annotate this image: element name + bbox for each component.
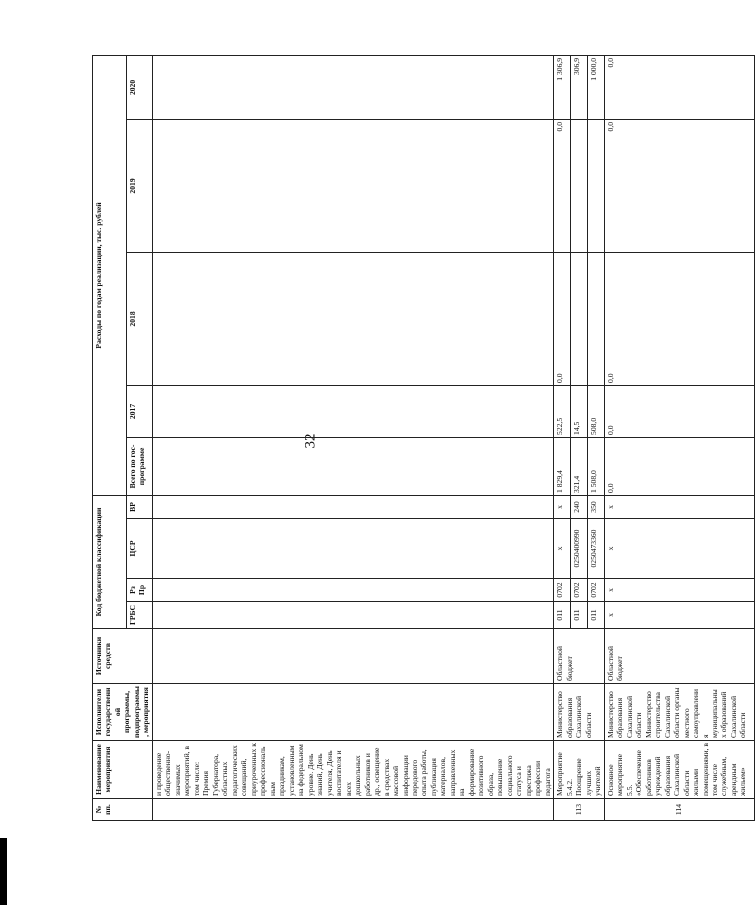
header-2018: 2018 — [126, 252, 152, 385]
cell-num — [152, 799, 553, 821]
header-grbs: ГРБС — [126, 602, 152, 629]
cell-2020: 306,9 — [571, 55, 588, 119]
header-rz-pr: Рз Пр — [126, 579, 152, 602]
cell-csr: 0250400990 — [571, 519, 588, 579]
cell-2020: 0,0 — [604, 55, 754, 119]
cell-2019 — [571, 119, 588, 252]
cell-executor: Министерство образования Сахалинской области — [554, 684, 604, 741]
cell-2017: 508,0 — [587, 385, 604, 437]
cell-executor: Министерство образования Сахалинской области Министерство строительства Сахалинской области органы местного самоуправления муниципальных образований Сахалинской области — [604, 684, 754, 741]
cell-source: Областной бюджет — [604, 629, 754, 684]
header-num: № пп. — [93, 799, 153, 821]
cell-vr: 350 — [587, 495, 604, 518]
cell-2019 — [587, 119, 604, 252]
cell-2017: 0,0 — [604, 385, 754, 437]
header-executors: Исполнители государственной программы, подпрограммы, мероприятия — [93, 684, 153, 741]
cell-2018: 0,0 — [604, 252, 754, 385]
cell-2017: 522,5 — [554, 385, 571, 437]
cell-rzpr: 0702 — [587, 579, 604, 602]
cell-name: Мероприятие 5.4.2. Поощрение лучших учителей — [554, 741, 604, 799]
cell-2020: 1 000,0 — [587, 55, 604, 119]
cell-vr: х — [554, 495, 571, 518]
header-expenses: Расходы по годам реализации, тыс. рублей — [93, 55, 127, 495]
cell-rzpr: 0702 — [554, 579, 571, 602]
table-row-113-line-1 — [554, 55, 571, 820]
cell-num: 113 — [554, 799, 604, 821]
cell-csr: х — [604, 519, 754, 579]
cell-rzpr: 0702 — [571, 579, 588, 602]
cell-2020: 1 306,9 — [554, 55, 571, 119]
budget-table — [92, 55, 755, 821]
cell-2018 — [571, 252, 588, 385]
cell-grbs: 011 — [554, 602, 571, 629]
page-number: 32 — [302, 433, 319, 449]
cell-2018: 0,0 — [554, 252, 571, 385]
header-2020: 2020 — [126, 55, 152, 119]
header-name: Наименование мероприятия — [93, 741, 153, 799]
cell-name-continuation: и проведение общественно-значимых мероприятий, в том числе: Премия Губернатора, областных педагогических совещаний, приуроченных к профессиональным праздникам, установленным на федеральном уровне. День знаний, День учителя, День воспитателя и всех дошкольных работников и др., освещение в средствах массовой информации передового опыта работы, публикация материалов, направленных на формирование позитивного образа, повышение социального статуса и престижа профессии педагога — [152, 741, 553, 799]
header-total: Всего по гос-программе — [126, 437, 152, 495]
header-2017: 2017 — [126, 385, 152, 437]
header-csr: ЦСР — [126, 519, 152, 579]
cell-csr: х — [554, 519, 571, 579]
cell-vr: х — [604, 495, 754, 518]
cell-grbs: 011 — [571, 602, 588, 629]
cell-source: Областной бюджет — [554, 629, 604, 684]
cell-total: 0,0 — [604, 437, 754, 495]
cell-total: 321,4 — [571, 437, 588, 495]
header-vr: ВР — [126, 495, 152, 518]
cell-2019: 0,0 — [604, 119, 754, 252]
budget-table-sheet — [92, 56, 748, 821]
header-budget-code: Код бюджетной классификации — [93, 495, 127, 628]
cell-total: 1 508,0 — [587, 437, 604, 495]
table-row-114 — [604, 55, 754, 820]
cell-name: Основное мероприятие 5.5. «Обеспечение работников учреждений образования Сахалинской области жилыми помещениями, в том числе служебным, арендным жильем» — [604, 741, 754, 799]
cell-rzpr: х — [604, 579, 754, 602]
cell-csr: 0250473360 — [587, 519, 604, 579]
header-sources: Источники средств — [93, 629, 153, 684]
scan-edge-mark — [0, 838, 7, 905]
cell-grbs: х — [604, 602, 754, 629]
cell-num: 114 — [604, 799, 754, 821]
cell-vr: 240 — [571, 495, 588, 518]
cell-2019: 0,0 — [554, 119, 571, 252]
table-row-continuation — [152, 55, 553, 820]
cell-total: 1 829,4 — [554, 437, 571, 495]
cell-grbs: 011 — [587, 602, 604, 629]
cell-2017: 14,5 — [571, 385, 588, 437]
cell-2018 — [587, 252, 604, 385]
header-2019: 2019 — [126, 119, 152, 252]
